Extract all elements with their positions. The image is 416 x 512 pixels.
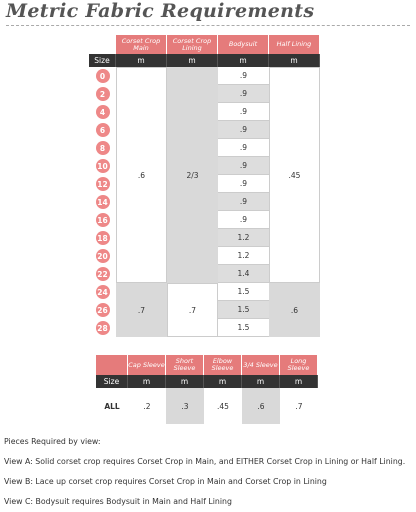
table-row — [96, 388, 318, 424]
size-label: Size — [96, 375, 128, 388]
header-cap-sleeve: Cap Sleeve — [128, 355, 166, 375]
size-badge: 22 — [96, 267, 110, 281]
header-long-sleeve: Long Sleeve — [280, 355, 318, 375]
note-view-a: View A: Solid corset crop requires Corset Crop in Main, and EITHER Corset Crop in Lining or Half Lining. — [4, 457, 406, 466]
size-badge: 0 — [96, 69, 110, 83]
bodysuit-cell: .9 — [218, 193, 269, 211]
bodysuit-cell: .9 — [218, 175, 269, 193]
unit-cell: m — [218, 54, 269, 67]
unit-cell: m — [280, 375, 318, 388]
bodysuit-cell: 1.4 — [218, 265, 269, 283]
note-view-c: View C: Bodysuit requires Bodysuit in Main and Half Lining — [4, 497, 232, 506]
half-lining-band: .6 — [269, 283, 320, 337]
header-three-quarter-sleeve: 3/4 Sleeve — [242, 355, 280, 375]
unit-cell: m — [269, 54, 320, 67]
header-bodysuit: Bodysuit — [218, 35, 269, 54]
header-blank — [89, 35, 116, 54]
size-label: Size — [89, 54, 116, 67]
unit-cell: m — [116, 54, 167, 67]
header-short-sleeve: Short Sleeve — [166, 355, 204, 375]
unit-cell: m — [167, 54, 218, 67]
sleeve-fabric-table — [96, 355, 318, 424]
table-body — [89, 67, 320, 345]
bodysuit-cell: 1.2 — [218, 247, 269, 265]
header-corset-crop-lining: Corset Crop Lining — [167, 35, 218, 54]
table-header-row — [89, 35, 320, 54]
unit-cell: m — [242, 375, 280, 388]
notes-heading: Pieces Required by view: — [4, 437, 101, 446]
size-badge: 14 — [96, 195, 110, 209]
bodysuit-cell: .9 — [218, 85, 269, 103]
bodysuit-cell: .9 — [218, 103, 269, 121]
corset-main-band: .7 — [116, 283, 167, 337]
pieces-notes — [4, 432, 405, 512]
size-badge: 12 — [96, 177, 110, 191]
size-badge: 4 — [96, 105, 110, 119]
size-badge: 8 — [96, 141, 110, 155]
header-corset-crop-main: Corset Crop Main — [116, 35, 167, 54]
size-badge: 10 — [96, 159, 110, 173]
bodysuit-cell: .9 — [218, 121, 269, 139]
size-badge: 18 — [96, 231, 110, 245]
size-badge: 2 — [96, 87, 110, 101]
header-elbow-sleeve: Elbow Sleeve — [204, 355, 242, 375]
unit-cell: m — [204, 375, 242, 388]
unit-cell: m — [128, 375, 166, 388]
bodysuit-cell: .9 — [218, 139, 269, 157]
half-lining-band: .45 — [269, 67, 320, 283]
note-view-b: View B: Lace up corset crop requires Corset Crop in Main and Corset Crop in Lining — [4, 477, 327, 486]
size-badge: 16 — [96, 213, 110, 227]
size-badge: 26 — [96, 303, 110, 317]
unit-row — [96, 375, 318, 388]
corset-lining-band: .7 — [167, 283, 218, 337]
corset-lining-band: 2/3 — [167, 67, 218, 283]
unit-row — [89, 54, 320, 67]
bodysuit-cell: 1.5 — [218, 319, 269, 337]
bodysuit-cell: 1.5 — [218, 283, 269, 301]
corset-main-band: .6 — [116, 67, 167, 283]
bodysuit-cell: 1.2 — [218, 229, 269, 247]
sleeve-value: .45 — [204, 388, 242, 424]
bodysuit-cell: .9 — [218, 211, 269, 229]
size-badge: 20 — [96, 249, 110, 263]
size-badge: 28 — [96, 321, 110, 335]
unit-cell: m — [166, 375, 204, 388]
table-header-row — [96, 355, 318, 375]
bodysuit-cell: .9 — [218, 67, 269, 85]
size-badge: 24 — [96, 285, 110, 299]
bodysuit-cell: 1.5 — [218, 301, 269, 319]
size-badge: 6 — [96, 123, 110, 137]
header-half-lining: Half Lining — [269, 35, 320, 54]
sleeve-value: .3 — [166, 388, 204, 424]
metric-fabric-table — [89, 35, 320, 345]
bodysuit-cell: .9 — [218, 157, 269, 175]
sleeve-value: .6 — [242, 388, 280, 424]
row-label-all: ALL — [104, 401, 120, 411]
sleeve-value: .2 — [128, 388, 166, 424]
page-title: Metric Fabric Requirements — [6, 0, 315, 22]
sleeve-value: .7 — [280, 388, 318, 424]
header-blank — [96, 355, 128, 375]
title-divider — [6, 25, 410, 26]
